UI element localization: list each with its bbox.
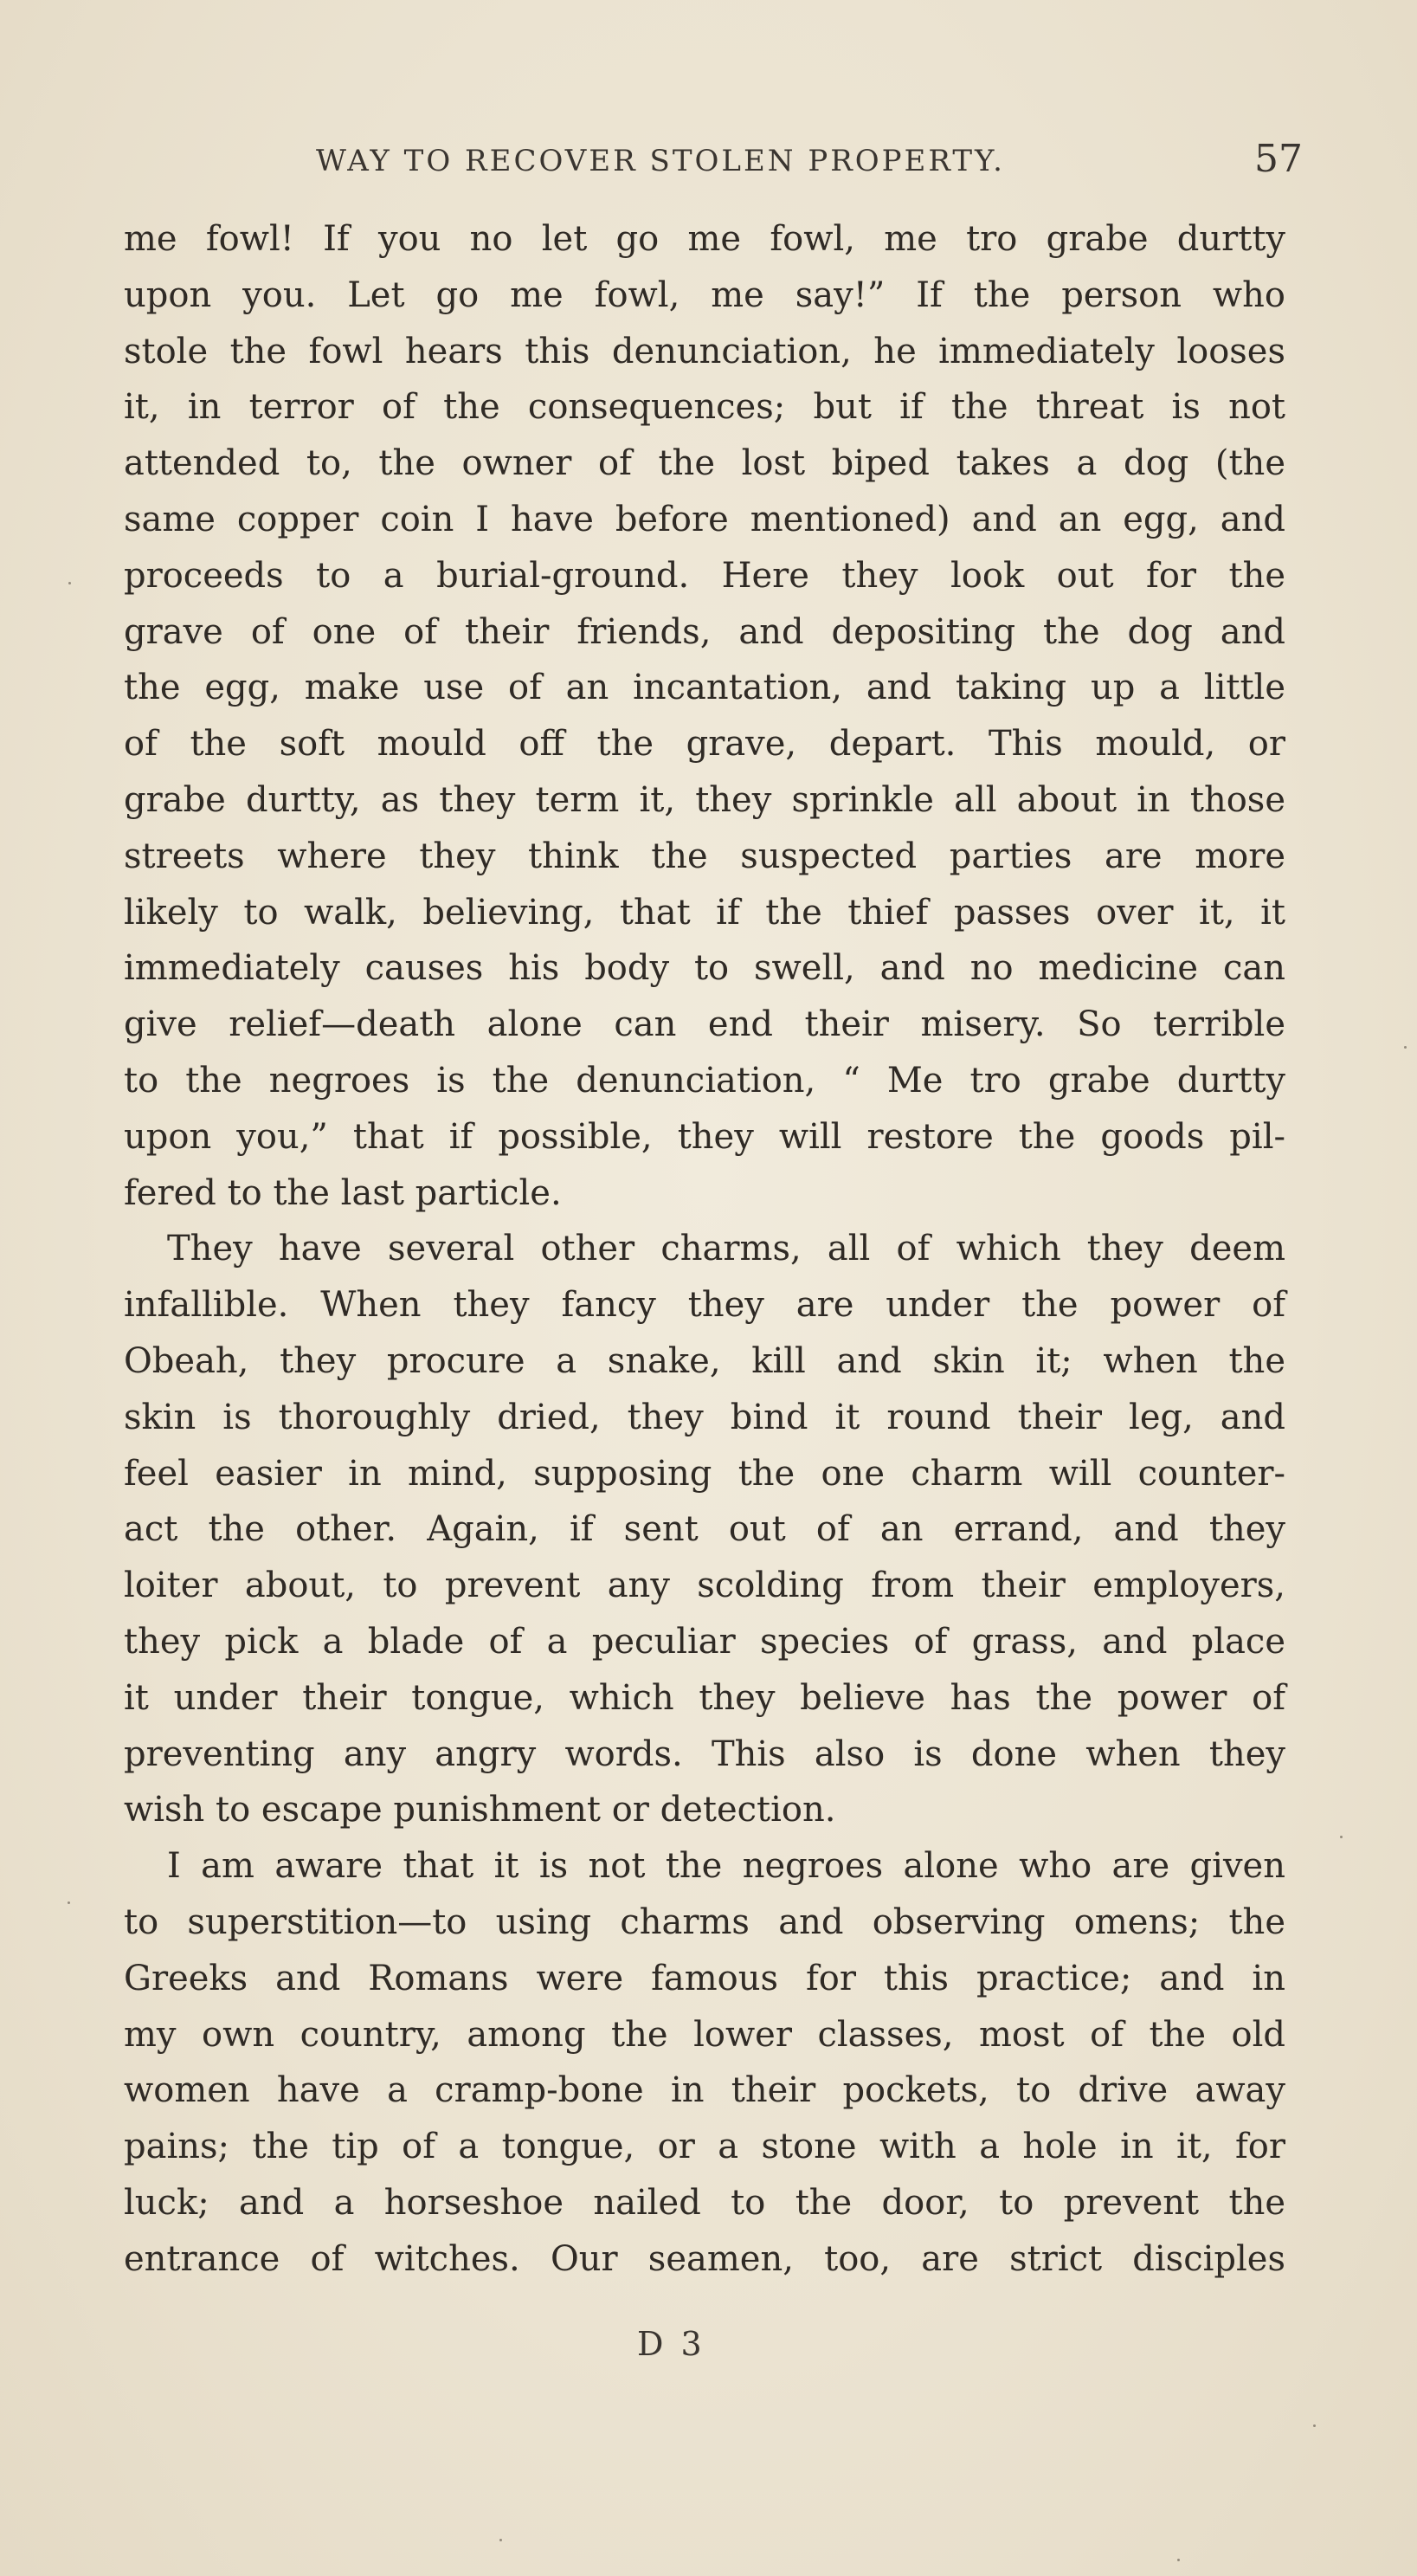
paragraph-start-line: They have several other charms, all of which they deem — [167, 1229, 1285, 1269]
text-line: feel easier in mind, supposing the one charm will counter- — [124, 1453, 1285, 1494]
text-line: grabe durtty, as they term it, they sprinkle all about in those — [124, 779, 1285, 820]
text-line: same copper coin I have before mentioned) and an egg, and — [124, 499, 1285, 539]
text-line: Greeks and Romans were famous for this practice; and in — [124, 1958, 1285, 1998]
text-line: loiter about, to prevent any scolding from their employers, — [124, 1566, 1285, 1606]
text-line: of the soft mould off the grave, depart. This mould, or — [124, 724, 1285, 765]
text-line: it under their tongue, which they believe has the power of — [124, 1677, 1285, 1718]
text-line: grave of one of their friends, and depositing the dog and — [124, 611, 1285, 652]
text-line: skin is thoroughly dried, they bind it round their leg, and — [124, 1397, 1285, 1437]
text-line: entrance of witches. Our seamen, too, are strict disciples — [124, 2238, 1285, 2279]
body-text — [124, 211, 1285, 2287]
text-line: act the other. Again, if sent out of an errand, and they — [124, 1509, 1285, 1550]
text-line: stole the fowl hears this denunciation, he immediately looses — [124, 331, 1285, 371]
paragraph-end-line: wish to escape punishment or detection. — [124, 1790, 836, 1830]
text-line: upon you,” that if possible, they will restore the goods pil- — [124, 1116, 1285, 1157]
text-line: attended to, the owner of the lost biped takes a dog (the — [124, 443, 1285, 484]
paper-speck — [68, 1901, 70, 1904]
running-head: WAY TO RECOVER STOLEN PROPERTY. — [316, 144, 1005, 178]
paragraph-start-line: I am aware that it is not the negroes alone who are given — [167, 1846, 1285, 1887]
page-number: 57 — [1254, 137, 1303, 181]
paper-speck — [1340, 1836, 1343, 1838]
text-line: my own country, among the lower classes, most of the old — [124, 2014, 1285, 2055]
text-line: preventing any angry words. This also is done when they — [124, 1733, 1285, 1774]
text-line: Obeah, they procure a snake, kill and skin it; when the — [124, 1340, 1285, 1381]
text-line: to superstition—to using charms and observing omens; the — [124, 1901, 1285, 1942]
paper-speck — [1313, 2424, 1316, 2427]
text-line: likely to walk, believing, that if the thief passes over it, it — [124, 892, 1285, 933]
paper-speck — [1404, 1046, 1407, 1049]
page-header — [121, 137, 1303, 189]
paper-speck — [68, 582, 71, 584]
text-line: infallible. When they fancy they are under the power of — [124, 1285, 1285, 1326]
signature-mark: D 3 — [637, 2325, 705, 2363]
text-line: women have a cramp-bone in their pockets, to drive away — [124, 2070, 1285, 2111]
paragraph-end-line: fered to the last particle. — [124, 1172, 562, 1213]
text-line: to the negroes is the denunciation, “ Me tro grabe durtty — [124, 1060, 1285, 1101]
text-line: they pick a blade of a peculiar species of grass, and place — [124, 1621, 1285, 1662]
text-line: luck; and a horseshoe nailed to the door, to prevent the — [124, 2182, 1285, 2223]
text-line: it, in terror of the consequences; but if the threat is not — [124, 387, 1285, 428]
text-line: proceeds to a burial-ground. Here they look out for the — [124, 555, 1285, 596]
text-line: me fowl! If you no let go me fowl, me tro grabe durtty — [124, 219, 1285, 259]
text-line: the egg, make use of an incantation, and taking up a little — [124, 668, 1285, 708]
text-line: upon you. Let go me fowl, me say!” If the person who — [124, 274, 1285, 315]
paper-speck — [499, 2539, 502, 2541]
text-line: streets where they think the suspected parties are more — [124, 836, 1285, 876]
text-line: pains; the tip of a tongue, or a stone with a hole in it, for — [124, 2127, 1285, 2167]
text-line: immediately causes his body to swell, and no medicine can — [124, 948, 1285, 989]
text-line: give relief—death alone can end their misery. So terrible — [124, 1004, 1285, 1045]
paper-speck — [1177, 2559, 1180, 2561]
